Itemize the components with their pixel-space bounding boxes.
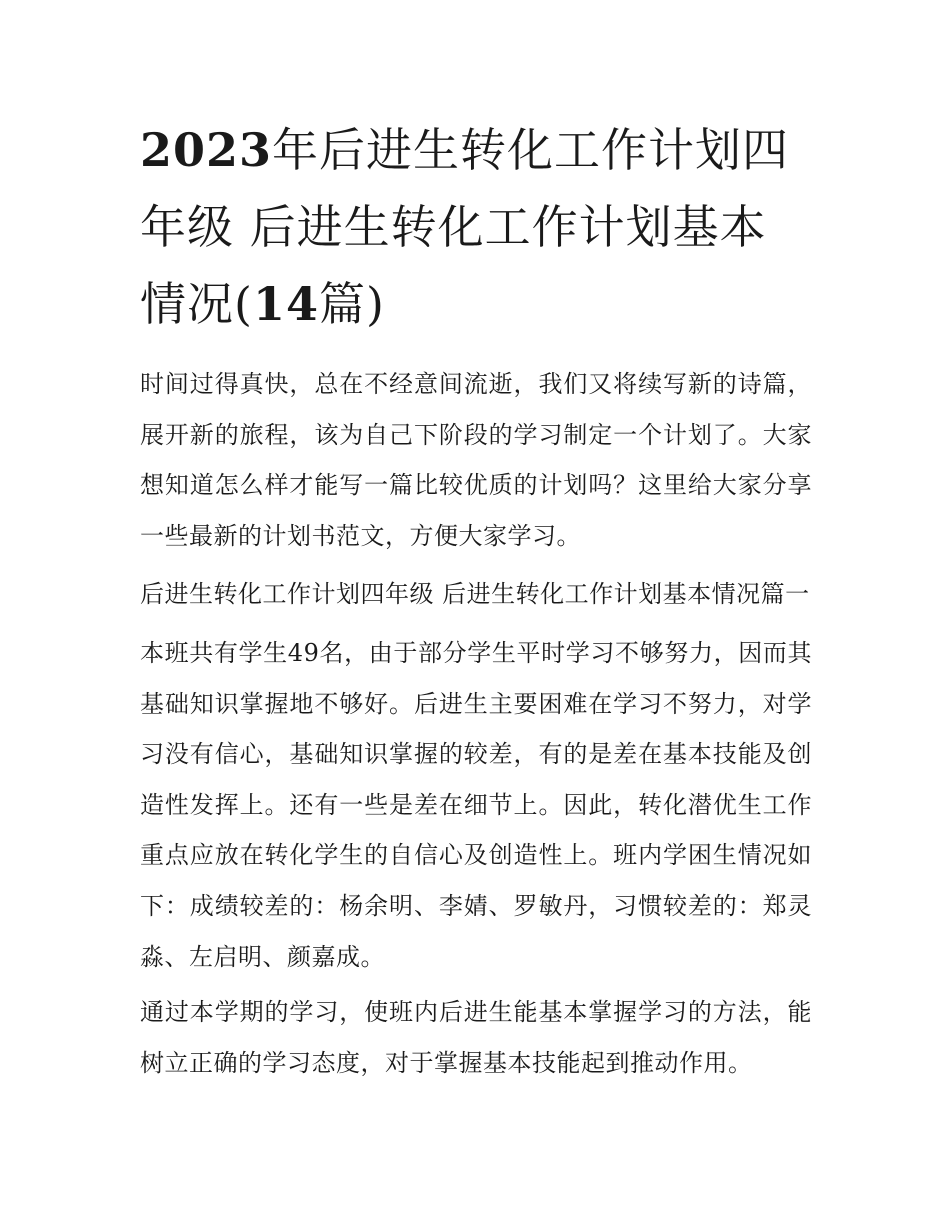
body-paragraph-1: 本班共有学生49名，由于部分学生平时学习不够努力，因而其基础知识掌握地不够好。后进生主要困难在学习不努力，对学习没有信心，基础知识掌握的较差，有的是差在基本技能及创造性发挥上。还有一些是差在细节上。因此，转化潜优生工作重点应放在转化学生的自信心及创造性上。班内学困生情况如下：成绩较差的：杨余明、李婧、罗敏丹，习惯较差的：郑灵淼、左启明、颜嘉成。 bbox=[140, 638, 812, 971]
document-title: 2023年后进生转化工作计划四年级 后进生转化工作计划基本情况(14篇) bbox=[140, 123, 790, 331]
section-heading: 后进生转化工作计划四年级 后进生转化工作计划基本情况篇一 bbox=[140, 580, 810, 609]
body-paragraph-2: 通过本学期的学习，使班内后进生能基本掌握学习的方法，能树立正确的学习态度，对于掌握基本技能起到推动作用。 bbox=[140, 998, 812, 1077]
document-page bbox=[140, 112, 812, 1088]
intro-paragraph: 时间过得真快，总在不经意间流逝，我们又将续写新的诗篇，展开新的旅程，该为自己下阶段的学习制定一个计划了。大家想知道怎么样才能写一篇比较优质的计划吗？这里给大家分享一些最新的计划书范文，方便大家学习。 bbox=[140, 370, 812, 550]
